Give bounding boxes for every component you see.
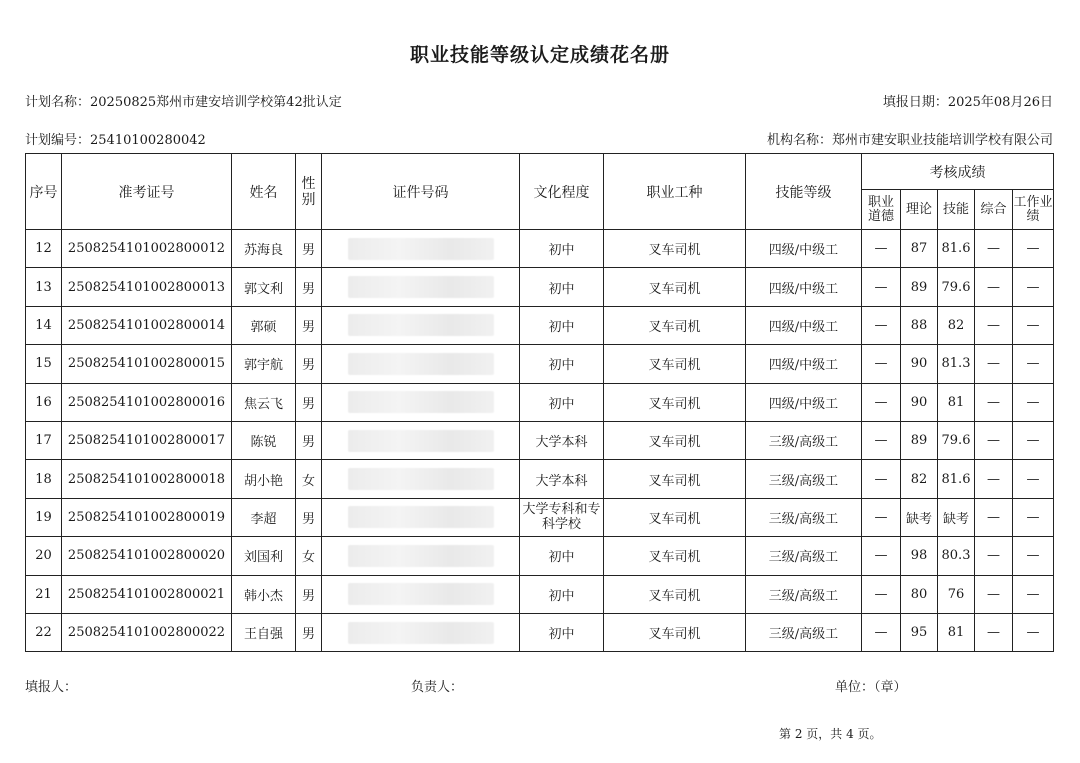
document-title: 职业技能等级认定成绩花名册 <box>409 44 670 66</box>
cell-comprehensive: — <box>975 230 1013 268</box>
cell-exam-number: 2508254101002800019 <box>62 498 232 536</box>
header-occupation: 职业工种 <box>604 154 746 230</box>
header-comprehensive: 综合 <box>975 190 1013 230</box>
cell-name: 陈锐 <box>232 421 296 459</box>
cell-ethics: — <box>862 460 901 498</box>
cell-exam-number: 2508254101002800016 <box>62 383 232 421</box>
redaction-blur <box>348 622 494 644</box>
cell-exam-number: 2508254101002800014 <box>62 306 232 344</box>
cell-seq: 14 <box>26 306 62 344</box>
cell-skill-level: 三级/高级工 <box>746 460 862 498</box>
cell-skill-level: 三级/高级工 <box>746 575 862 613</box>
cell-work-performance: — <box>1013 460 1054 498</box>
unit-seal-label: 单位：（章） <box>835 680 907 695</box>
cell-skill-level: 四级/中级工 <box>746 306 862 344</box>
cell-theory: 80 <box>901 575 938 613</box>
cell-comprehensive: — <box>975 383 1013 421</box>
header-education: 文化程度 <box>520 154 604 230</box>
table-row <box>26 306 1054 344</box>
cell-occupation: 叉车司机 <box>604 498 746 536</box>
cell-ethics: — <box>862 537 901 575</box>
header-skill-level: 技能等级 <box>746 154 862 230</box>
header-seq: 序号 <box>26 154 62 230</box>
table-row <box>26 575 1054 613</box>
cell-seq: 19 <box>26 498 62 536</box>
cell-gender: 男 <box>296 345 322 383</box>
cell-name: 王自强 <box>232 613 296 651</box>
cell-gender: 男 <box>296 306 322 344</box>
cell-occupation: 叉车司机 <box>604 460 746 498</box>
cell-name: 郭宇航 <box>232 345 296 383</box>
table-row <box>26 345 1054 383</box>
cell-exam-number: 2508254101002800012 <box>62 230 232 268</box>
cell-id-number-redacted <box>322 613 520 651</box>
cell-work-performance: — <box>1013 537 1054 575</box>
cell-ethics: — <box>862 613 901 651</box>
cell-theory: 98 <box>901 537 938 575</box>
cell-name: 苏海良 <box>232 230 296 268</box>
cell-seq: 17 <box>26 421 62 459</box>
cell-comprehensive: — <box>975 306 1013 344</box>
cell-occupation: 叉车司机 <box>604 613 746 651</box>
cell-comprehensive: — <box>975 345 1013 383</box>
cell-theory: 缺考 <box>901 498 938 536</box>
plan-name: 计划名称：20250825郑州市建安培训学校第42批认定 <box>25 95 342 110</box>
cell-theory: 87 <box>901 230 938 268</box>
cell-skill: 79.6 <box>938 268 975 306</box>
header-row-top <box>26 154 1054 190</box>
cell-gender: 男 <box>296 575 322 613</box>
cell-exam-number: 2508254101002800022 <box>62 613 232 651</box>
cell-seq: 13 <box>26 268 62 306</box>
cell-skill: 81 <box>938 613 975 651</box>
filler-label: 填报人： <box>25 680 78 695</box>
cell-gender: 男 <box>296 383 322 421</box>
cell-skill-level: 四级/中级工 <box>746 268 862 306</box>
header-skill: 技能 <box>938 190 975 230</box>
cell-skill: 76 <box>938 575 975 613</box>
plan-number: 计划编号：25410100280042 <box>25 133 206 148</box>
cell-ethics: — <box>862 421 901 459</box>
cell-comprehensive: — <box>975 460 1013 498</box>
cell-occupation: 叉车司机 <box>604 306 746 344</box>
table-row <box>26 421 1054 459</box>
cell-education: 大学本科 <box>520 421 604 459</box>
cell-skill: 81.6 <box>938 230 975 268</box>
header-work-performance: 工作业绩 <box>1013 190 1054 230</box>
cell-occupation: 叉车司机 <box>604 537 746 575</box>
cell-education: 初中 <box>520 345 604 383</box>
table-row <box>26 537 1054 575</box>
redaction-blur <box>348 391 494 413</box>
redaction-blur <box>348 276 494 298</box>
cell-skill-level: 三级/高级工 <box>746 613 862 651</box>
cell-education: 初中 <box>520 383 604 421</box>
redaction-blur <box>348 238 494 260</box>
cell-ethics: — <box>862 498 901 536</box>
cell-skill: 82 <box>938 306 975 344</box>
cell-id-number-redacted <box>322 575 520 613</box>
cell-work-performance: — <box>1013 345 1054 383</box>
redaction-blur <box>348 506 494 528</box>
cell-exam-number: 2508254101002800015 <box>62 345 232 383</box>
cell-seq: 15 <box>26 345 62 383</box>
cell-theory: 90 <box>901 383 938 421</box>
cell-skill: 81.3 <box>938 345 975 383</box>
cell-seq: 18 <box>26 460 62 498</box>
header-exam-number: 准考证号 <box>62 154 232 230</box>
responsible-label: 负责人： <box>411 680 464 695</box>
cell-skill: 79.6 <box>938 421 975 459</box>
cell-theory: 95 <box>901 613 938 651</box>
cell-education: 初中 <box>520 575 604 613</box>
redaction-blur <box>348 353 494 375</box>
cell-skill: 81 <box>938 383 975 421</box>
redaction-blur <box>348 545 494 567</box>
redaction-blur <box>348 430 494 452</box>
table-row <box>26 383 1054 421</box>
cell-education: 大学本科 <box>520 460 604 498</box>
cell-seq: 21 <box>26 575 62 613</box>
cell-name: 韩小杰 <box>232 575 296 613</box>
cell-name: 刘国利 <box>232 537 296 575</box>
cell-ethics: — <box>862 345 901 383</box>
cell-theory: 90 <box>901 345 938 383</box>
cell-skill-level: 三级/高级工 <box>746 421 862 459</box>
redaction-blur <box>348 468 494 490</box>
cell-work-performance: — <box>1013 383 1054 421</box>
cell-occupation: 叉车司机 <box>604 575 746 613</box>
table-row <box>26 268 1054 306</box>
cell-name: 郭文利 <box>232 268 296 306</box>
cell-occupation: 叉车司机 <box>604 230 746 268</box>
redaction-blur <box>348 314 494 336</box>
cell-work-performance: — <box>1013 613 1054 651</box>
cell-id-number-redacted <box>322 268 520 306</box>
cell-skill: 缺考 <box>938 498 975 536</box>
cell-name: 胡小艳 <box>232 460 296 498</box>
cell-exam-number: 2508254101002800017 <box>62 421 232 459</box>
cell-ethics: — <box>862 268 901 306</box>
cell-id-number-redacted <box>322 537 520 575</box>
cell-education: 大学专科和专科学校 <box>520 498 604 536</box>
cell-name: 焦云飞 <box>232 383 296 421</box>
cell-ethics: — <box>862 383 901 421</box>
cell-education: 初中 <box>520 306 604 344</box>
cell-skill-level: 四级/中级工 <box>746 383 862 421</box>
cell-occupation: 叉车司机 <box>604 268 746 306</box>
score-roster-table <box>25 153 1054 652</box>
roster-body <box>26 230 1054 652</box>
cell-skill: 80.3 <box>938 537 975 575</box>
cell-id-number-redacted <box>322 230 520 268</box>
organization-name: 机构名称：郑州市建安职业技能培训学校有限公司 <box>766 133 1053 148</box>
cell-work-performance: — <box>1013 306 1054 344</box>
cell-exam-number: 2508254101002800018 <box>62 460 232 498</box>
cell-occupation: 叉车司机 <box>604 383 746 421</box>
header-gender: 性别 <box>296 154 322 230</box>
cell-skill-level: 三级/高级工 <box>746 537 862 575</box>
cell-skill-level: 四级/中级工 <box>746 230 862 268</box>
cell-skill-level: 四级/中级工 <box>746 345 862 383</box>
cell-gender: 男 <box>296 498 322 536</box>
cell-work-performance: — <box>1013 421 1054 459</box>
cell-gender: 男 <box>296 613 322 651</box>
cell-gender: 女 <box>296 460 322 498</box>
cell-comprehensive: — <box>975 421 1013 459</box>
cell-work-performance: — <box>1013 575 1054 613</box>
cell-seq: 22 <box>26 613 62 651</box>
cell-seq: 12 <box>26 230 62 268</box>
table-row <box>26 498 1054 536</box>
cell-exam-number: 2508254101002800013 <box>62 268 232 306</box>
cell-name: 郭硕 <box>232 306 296 344</box>
cell-occupation: 叉车司机 <box>604 421 746 459</box>
cell-id-number-redacted <box>322 460 520 498</box>
cell-comprehensive: — <box>975 613 1013 651</box>
cell-work-performance: — <box>1013 498 1054 536</box>
cell-theory: 89 <box>901 268 938 306</box>
cell-seq: 20 <box>26 537 62 575</box>
cell-theory: 82 <box>901 460 938 498</box>
table-row <box>26 460 1054 498</box>
cell-gender: 女 <box>296 537 322 575</box>
cell-id-number-redacted <box>322 306 520 344</box>
header-id-number: 证件号码 <box>322 154 520 230</box>
cell-ethics: — <box>862 306 901 344</box>
cell-education: 初中 <box>520 613 604 651</box>
cell-skill: 81.6 <box>938 460 975 498</box>
redaction-blur <box>348 583 494 605</box>
header-name: 姓名 <box>232 154 296 230</box>
table-row <box>26 613 1054 651</box>
page-indicator: 第 2 页，共 4 页。 <box>779 727 882 741</box>
cell-comprehensive: — <box>975 575 1013 613</box>
cell-theory: 89 <box>901 421 938 459</box>
cell-id-number-redacted <box>322 383 520 421</box>
table-row <box>26 230 1054 268</box>
cell-education: 初中 <box>520 268 604 306</box>
cell-gender: 男 <box>296 421 322 459</box>
cell-gender: 男 <box>296 268 322 306</box>
cell-id-number-redacted <box>322 498 520 536</box>
cell-id-number-redacted <box>322 345 520 383</box>
cell-education: 初中 <box>520 537 604 575</box>
header-scores: 考核成绩 <box>862 154 1054 190</box>
cell-seq: 16 <box>26 383 62 421</box>
header-theory: 理论 <box>901 190 938 230</box>
report-date: 填报日期：2025年08月26日 <box>882 95 1053 110</box>
cell-education: 初中 <box>520 230 604 268</box>
cell-exam-number: 2508254101002800020 <box>62 537 232 575</box>
header-ethics: 职业道德 <box>862 190 901 230</box>
cell-id-number-redacted <box>322 421 520 459</box>
cell-comprehensive: — <box>975 537 1013 575</box>
cell-gender: 男 <box>296 230 322 268</box>
cell-work-performance: — <box>1013 268 1054 306</box>
cell-occupation: 叉车司机 <box>604 345 746 383</box>
cell-skill-level: 三级/高级工 <box>746 498 862 536</box>
cell-comprehensive: — <box>975 498 1013 536</box>
cell-theory: 88 <box>901 306 938 344</box>
cell-work-performance: — <box>1013 230 1054 268</box>
cell-exam-number: 2508254101002800021 <box>62 575 232 613</box>
cell-name: 李超 <box>232 498 296 536</box>
cell-ethics: — <box>862 230 901 268</box>
cell-ethics: — <box>862 575 901 613</box>
cell-comprehensive: — <box>975 268 1013 306</box>
